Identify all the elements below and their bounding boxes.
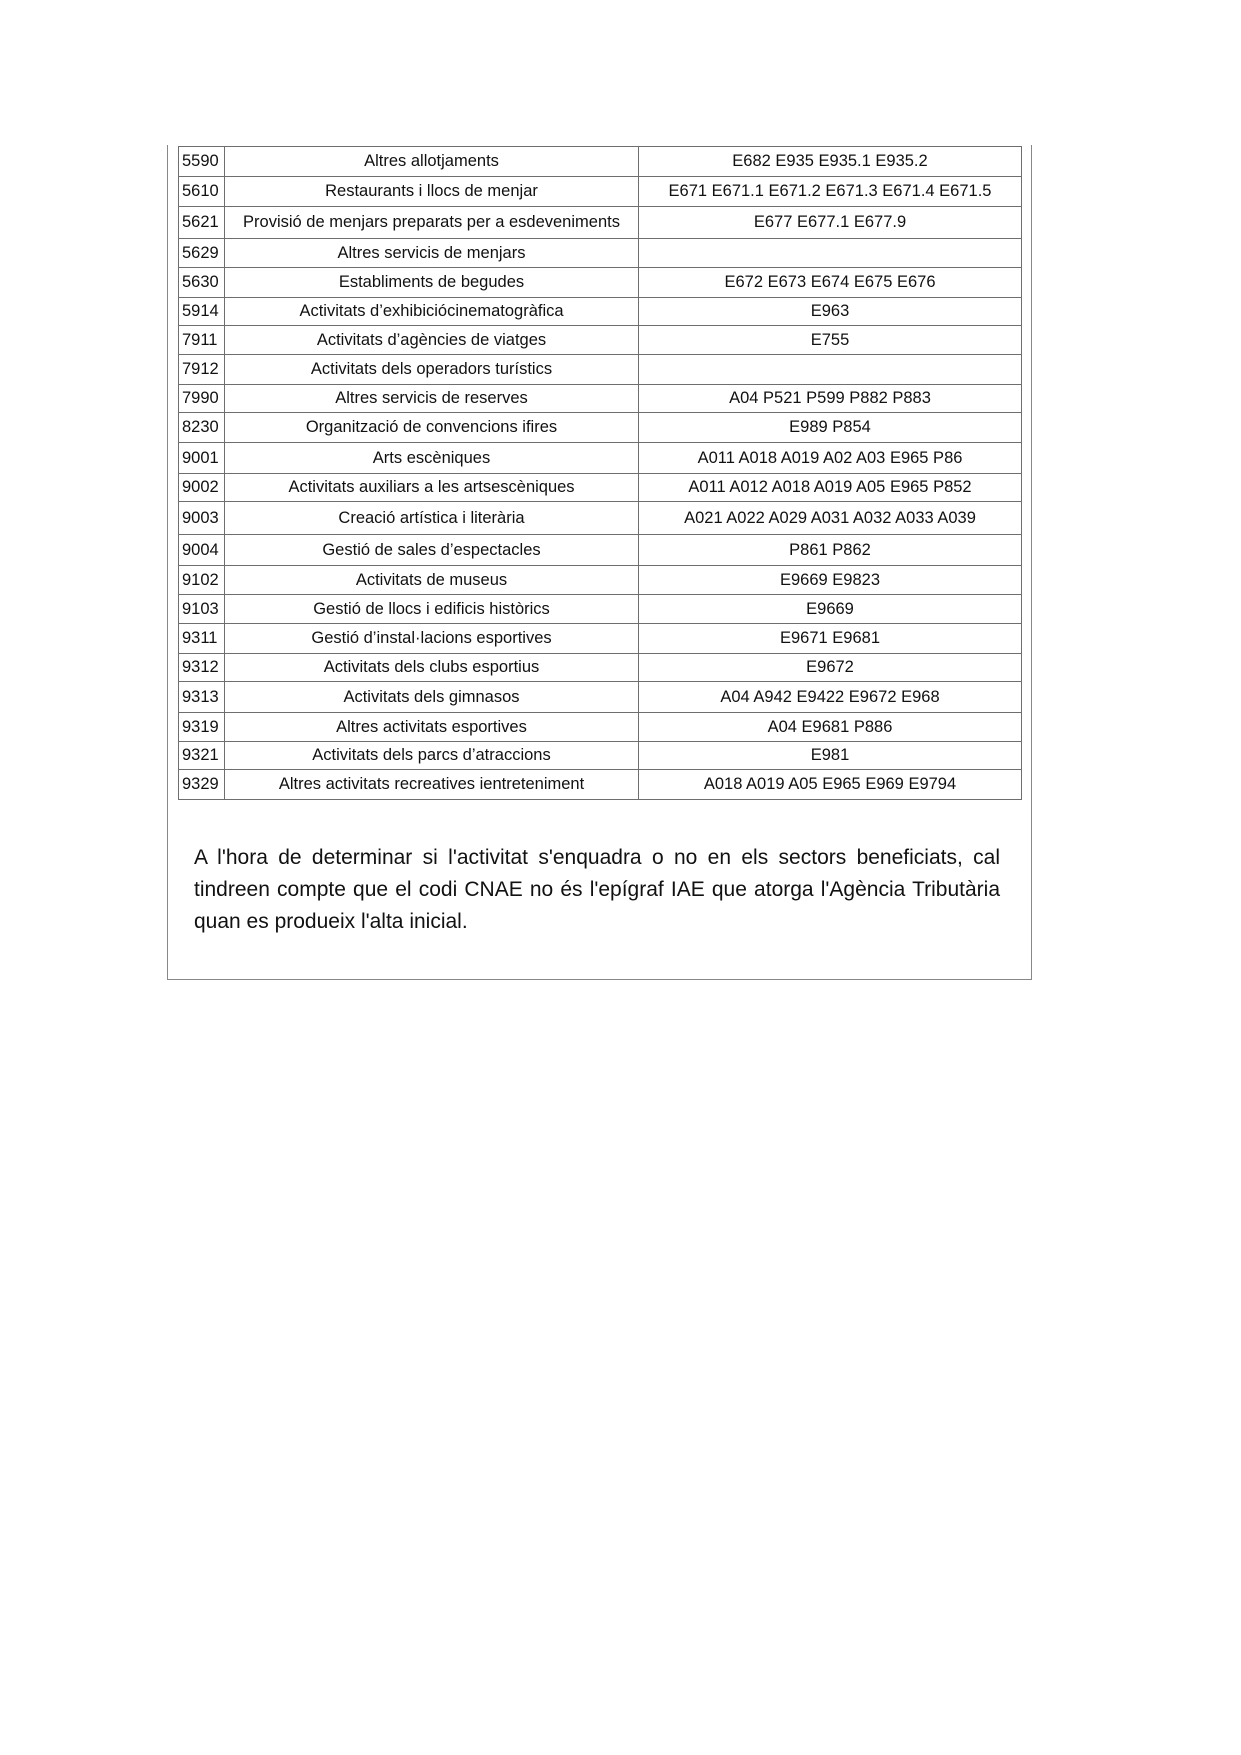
iae-epigraph-cell: E963 bbox=[639, 298, 1022, 326]
cnae-code-cell: 9001 bbox=[179, 443, 225, 474]
table-row bbox=[179, 502, 1022, 535]
iae-epigraph-cell: A018 A019 A05 E965 E969 E9794 bbox=[639, 770, 1022, 800]
iae-epigraph-cell: E682 E935 E935.1 E935.2 bbox=[639, 147, 1022, 177]
iae-epigraph-cell: E981 bbox=[639, 742, 1022, 770]
cnae-code-cell: 9004 bbox=[179, 535, 225, 566]
table-body bbox=[179, 147, 1022, 800]
activity-cell: Activitats dels gimnasos bbox=[225, 682, 639, 713]
table-row bbox=[179, 239, 1022, 268]
iae-epigraph-cell: E9672 bbox=[639, 654, 1022, 682]
cnae-code-cell: 9321 bbox=[179, 742, 225, 770]
cnae-code-cell: 9329 bbox=[179, 770, 225, 800]
table-row bbox=[179, 147, 1022, 177]
table-row bbox=[179, 742, 1022, 770]
cnae-code-cell: 7912 bbox=[179, 355, 225, 385]
cnae-code-cell: 7911 bbox=[179, 326, 225, 355]
iae-epigraph-cell: E677 E677.1 E677.9 bbox=[639, 207, 1022, 239]
cnae-code-cell: 9319 bbox=[179, 713, 225, 742]
iae-epigraph-cell: E671 E671.1 E671.2 E671.3 E671.4 E671.5 bbox=[639, 177, 1022, 207]
table-row bbox=[179, 326, 1022, 355]
activity-cell: Altres allotjaments bbox=[225, 147, 639, 177]
cnae-code-cell: 9311 bbox=[179, 624, 225, 654]
cnae-code-cell: 8230 bbox=[179, 413, 225, 443]
iae-epigraph-cell bbox=[639, 239, 1022, 268]
activity-cell: Activitats dels clubs esportius bbox=[225, 654, 639, 682]
cnae-code-cell: 5590 bbox=[179, 147, 225, 177]
activity-cell: Activitats d’agències de viatges bbox=[225, 326, 639, 355]
iae-epigraph-cell: E9671 E9681 bbox=[639, 624, 1022, 654]
table-row bbox=[179, 443, 1022, 474]
activity-cell: Altres activitats recreatives ientreteniment bbox=[225, 770, 639, 800]
activity-cell: Provisió de menjars preparats per a esdeveniments bbox=[225, 207, 639, 239]
cnae-code-cell: 5630 bbox=[179, 268, 225, 298]
cnae-code-cell: 5621 bbox=[179, 207, 225, 239]
activity-cell: Activitats dels operadors turístics bbox=[225, 355, 639, 385]
iae-epigraph-cell: E672 E673 E674 E675 E676 bbox=[639, 268, 1022, 298]
table-row bbox=[179, 413, 1022, 443]
activity-cell: Activitats dels parcs d’atraccions bbox=[225, 742, 639, 770]
activity-cell: Organització de convencions ifires bbox=[225, 413, 639, 443]
iae-epigraph-cell: E9669 E9823 bbox=[639, 566, 1022, 595]
table-row bbox=[179, 535, 1022, 566]
table-row bbox=[179, 770, 1022, 800]
activity-cell: Altres activitats esportives bbox=[225, 713, 639, 742]
activity-cell: Activitats d’exhibiciócinematogràfica bbox=[225, 298, 639, 326]
iae-epigraph-cell: E989 P854 bbox=[639, 413, 1022, 443]
cnae-code-cell: 9102 bbox=[179, 566, 225, 595]
table-row bbox=[179, 355, 1022, 385]
cnae-code-cell: 9103 bbox=[179, 595, 225, 624]
table-row bbox=[179, 474, 1022, 502]
iae-epigraph-cell: A04 A942 E9422 E9672 E968 bbox=[639, 682, 1022, 713]
table-row bbox=[179, 654, 1022, 682]
table-row bbox=[179, 595, 1022, 624]
cnae-code-cell: 5629 bbox=[179, 239, 225, 268]
cnae-code-cell: 5610 bbox=[179, 177, 225, 207]
cnae-code-cell: 9003 bbox=[179, 502, 225, 535]
iae-epigraph-cell: A021 A022 A029 A031 A032 A033 A039 bbox=[639, 502, 1022, 535]
activity-cell: Activitats auxiliars a les artsescèniques bbox=[225, 474, 639, 502]
table-row bbox=[179, 624, 1022, 654]
cnae-code-cell: 9313 bbox=[179, 682, 225, 713]
table-row bbox=[179, 207, 1022, 239]
activity-cell: Gestió de llocs i edificis històrics bbox=[225, 595, 639, 624]
iae-epigraph-cell: A011 A012 A018 A019 A05 E965 P852 bbox=[639, 474, 1022, 502]
activity-cell: Gestió d’instal·lacions esportives bbox=[225, 624, 639, 654]
cnae-code-cell: 9312 bbox=[179, 654, 225, 682]
cnae-code-cell: 9002 bbox=[179, 474, 225, 502]
activity-cell: Activitats de museus bbox=[225, 566, 639, 595]
table-row bbox=[179, 682, 1022, 713]
note-paragraph: A l'hora de determinar si l'activitat s'enquadra o no en els sectors beneficiats, cal tindreen compte que el codi CNAE no és l'epígraf IAE que atorga l'Agència Tributària quan es produeix l'alta inicial. bbox=[194, 846, 1000, 933]
cnae-code-cell: 7990 bbox=[179, 385, 225, 413]
iae-epigraph-cell: A011 A018 A019 A02 A03 E965 P86 bbox=[639, 443, 1022, 474]
table-row bbox=[179, 385, 1022, 413]
iae-epigraph-cell bbox=[639, 355, 1022, 385]
iae-epigraph-cell: A04 P521 P599 P882 P883 bbox=[639, 385, 1022, 413]
iae-epigraph-cell: A04 E9681 P886 bbox=[639, 713, 1022, 742]
table-row bbox=[179, 566, 1022, 595]
cnae-iae-table bbox=[178, 146, 1022, 800]
iae-epigraph-cell: E755 bbox=[639, 326, 1022, 355]
table-row bbox=[179, 177, 1022, 207]
activity-cell: Gestió de sales d’espectacles bbox=[225, 535, 639, 566]
activity-cell: Altres servicis de menjars bbox=[225, 239, 639, 268]
activity-cell: Altres servicis de reserves bbox=[225, 385, 639, 413]
cnae-code-cell: 5914 bbox=[179, 298, 225, 326]
activity-cell: Arts escèniques bbox=[225, 443, 639, 474]
iae-epigraph-cell: E9669 bbox=[639, 595, 1022, 624]
activity-cell: Creació artística i literària bbox=[225, 502, 639, 535]
table-row bbox=[179, 298, 1022, 326]
iae-epigraph-cell: P861 P862 bbox=[639, 535, 1022, 566]
table-row bbox=[179, 268, 1022, 298]
activity-cell: Establiments de begudes bbox=[225, 268, 639, 298]
activity-cell: Restaurants i llocs de menjar bbox=[225, 177, 639, 207]
table-row bbox=[179, 713, 1022, 742]
